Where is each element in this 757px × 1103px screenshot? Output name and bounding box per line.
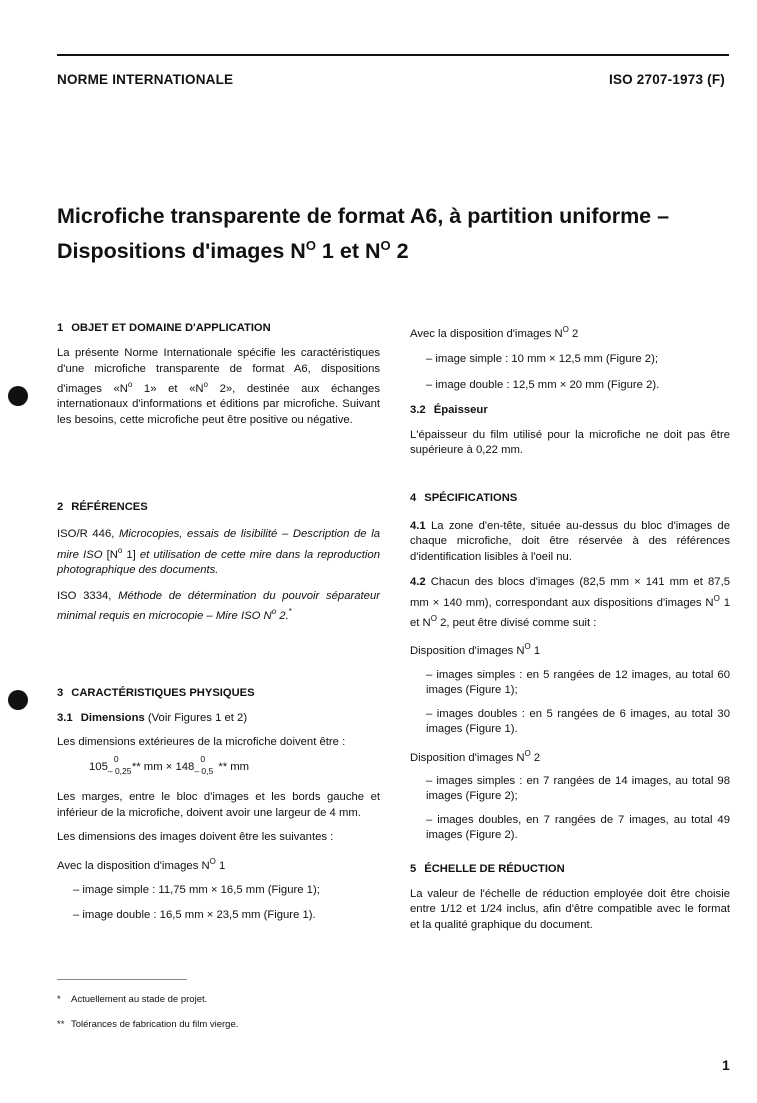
section-3-heading: 3 CARACTÉRISTIQUES PHYSIQUES bbox=[57, 687, 255, 700]
title-line-1: Microfiche transparente de format A6, à partition uniforme – bbox=[57, 204, 670, 228]
header-left: NORME INTERNATIONALE bbox=[57, 72, 234, 87]
disposition-1-double: – image double : 16,5 mm × 23,5 mm (Figure 1). bbox=[73, 908, 316, 921]
footnote-rule bbox=[57, 979, 187, 980]
binder-hole-1 bbox=[8, 386, 28, 406]
footnote-2: ** Tolérances de fabrication du film vierge. bbox=[57, 1019, 239, 1030]
binder-hole-2 bbox=[8, 690, 28, 710]
disposition-1-simple: – image simple : 11,75 mm × 16,5 mm (Figure 1); bbox=[73, 884, 320, 897]
reference-iso-3334: ISO 3334, Méthode de détermination du pouvoir séparateur minimal requis en microcopie – Mire ISO $N^o$ 2.* bbox=[57, 589, 380, 622]
disposition-2-double: – image double : 12,5 mm × 20 mm (Figure 2). bbox=[426, 378, 660, 391]
disposition-2-heading: Disposition d'images $N^O$ 2 bbox=[410, 748, 541, 764]
section-4-heading: 4 SPÉCIFICATIONS bbox=[410, 491, 518, 504]
disposition-1-label: Avec la disposition d'images $N^O$ 1 bbox=[57, 856, 226, 872]
margins-text: Les marges, entre le bloc d'images et les bords gauche et inférieur de la microfiche, doivent avoir une largeur de 4 mm. bbox=[57, 791, 380, 819]
disposition-2-simples: – images simples : en 7 rangées de 14 images, au total 98 images (Figure 2); bbox=[426, 774, 730, 803]
section-2-heading: 2 RÉFÉRENCES bbox=[57, 501, 148, 514]
disposition-1-heading: Disposition d'images $N^O$ 1 bbox=[410, 642, 541, 658]
paragraph-4-1: 4.1 La zone d'en-tête, située au-dessus du bloc d'images de chaque microfiche, doit être réservée à des références d'identification lisibles à l'oeil nu. bbox=[410, 519, 730, 563]
footnote-1: * Actuellement au stade de projet. bbox=[57, 994, 208, 1005]
title-line-2: Dispositions d'images $N^O$ 1 et $N^O$ 2 bbox=[57, 238, 409, 263]
disposition-2-doubles: – images doubles, en 7 rangées de 7 images, au total 49 images (Figure 2). bbox=[426, 813, 730, 842]
section-1-heading: 1 OBJET ET DOMAINE D'APPLICATION bbox=[57, 322, 271, 334]
subsection-3-1-heading: 3.1 Dimensions (Voir Figures 1 et 2) bbox=[57, 712, 248, 725]
reference-iso-r446: ISO/R 446, Microcopies, essais de lisibilité – Description de la mire ISO [$N^o$ 1] et utilisation de cette mire dans la reproduction photographique des documents. bbox=[57, 528, 380, 577]
header-rule bbox=[57, 54, 729, 56]
disposition-1-simples: – images simples : en 5 rangées de 12 images, au total 60 images (Figure 1); bbox=[426, 668, 730, 697]
page-number: 1 bbox=[722, 1057, 730, 1073]
thickness-text: L'épaisseur du film utilisé pour la microfiche ne doit pas être supérieure à 0,22 mm. bbox=[410, 428, 730, 457]
section-1-body: La présente Norme Internationale spécifie les caractéristiques d'une microfiche transparente de format A6, dispositions d'images «$N^o$ 1» et «$N^o$ 2», destinée aux échanges internationaux d'informations et éditions par microfiche. Suivant les besoins, cette microfiche peut être positive ou négative. bbox=[57, 347, 380, 426]
image-dimensions-text: Les dimensions des images doivent être les suivantes : bbox=[57, 831, 334, 844]
document-title bbox=[57, 202, 747, 266]
dimension-formula: 105 0 – 0,25 ** mm × 148 0 – 0,5 ** mm bbox=[89, 754, 250, 777]
disposition-1-doubles: – images doubles : en 5 rangées de 6 images, au total 30 images (Figure 1). bbox=[426, 707, 730, 736]
left-column bbox=[57, 321, 380, 923]
exterior-dimensions-text: Les dimensions extérieures de la microfiche doivent être : bbox=[57, 735, 346, 748]
subsection-3-2-heading: 3.2 Épaisseur bbox=[410, 404, 488, 417]
section-5-body: La valeur de l'échelle de réduction employée doit être choisie entre 1/12 et 1/24 inclus, afin d'être compatible avec le format et la qualité graphique du document. bbox=[410, 887, 730, 931]
right-column bbox=[410, 322, 730, 933]
section-5-heading: 5 ÉCHELLE DE RÉDUCTION bbox=[410, 862, 565, 875]
paragraph-4-2: 4.2 Chacun des blocs d'images (82,5 mm × 141 mm et 87,5 mm × 140 mm), correspondant aux dispositions d'images $N^O$ 1 et $N^O$ 2, peut être divisé comme suit : bbox=[410, 576, 731, 629]
header-right: ISO 2707-1973 (F) bbox=[609, 72, 725, 87]
disposition-2-label: Avec la disposition d'images $N^O$ 2 bbox=[410, 325, 579, 340]
disposition-2-simple: – image simple : 10 mm × 12,5 mm (Figure 2); bbox=[426, 353, 658, 366]
